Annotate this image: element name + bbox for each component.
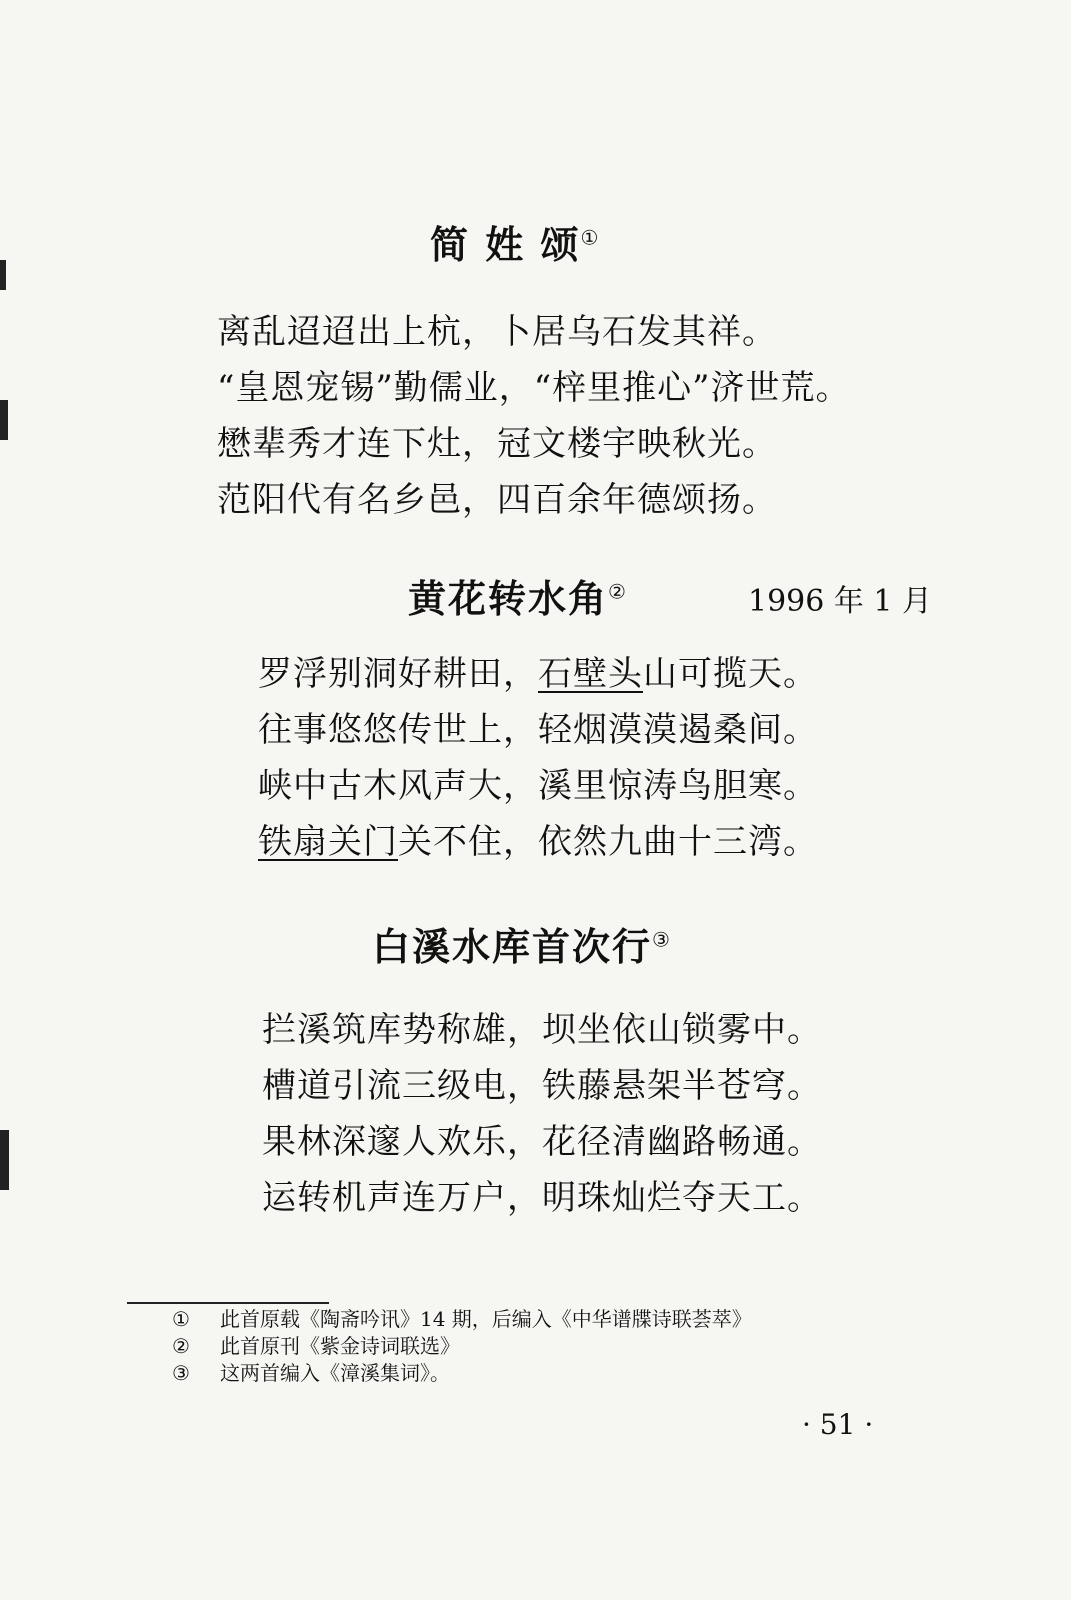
scan-edge-mark: [0, 260, 6, 290]
poem-title: [372, 916, 672, 971]
poem-line: [258, 702, 818, 758]
poem-line: [258, 646, 818, 702]
line-text: 峡中古木风声大，溪里惊涛鸟胆寒。: [258, 766, 818, 806]
scan-edge-mark: [0, 400, 8, 440]
underlined-place-name: 石壁头: [538, 654, 643, 694]
poem-line: [258, 758, 818, 814]
footnote-mark: ①: [172, 1307, 190, 1331]
scan-edge-mark: [0, 1130, 9, 1190]
footnote-text: 此首原载《陶斋吟讯》14 期，后编入《中华谱牒诗联荟萃》: [220, 1307, 752, 1331]
footnote: [172, 1306, 752, 1333]
line-text: 关不住，依然九曲十三湾。: [398, 822, 818, 862]
poem-body: [262, 1002, 822, 1226]
footnote-text: 此首原刊《紫金诗词联选》: [220, 1334, 460, 1358]
line-text: 往事悠悠传世上，轻烟漠漠遏桑间。: [258, 710, 818, 750]
line-text: 罗浮别洞好耕田，: [258, 654, 538, 694]
footnote-mark: ②: [172, 1334, 190, 1358]
poem-title-text: 白溪水库首次行: [372, 925, 653, 969]
line-text: 山可揽天。: [643, 654, 818, 694]
footnote-text: 这两首编入《漳溪集词》。: [220, 1361, 450, 1385]
poem-title-text: 简 姓 颂: [430, 223, 581, 267]
footnote: [172, 1360, 752, 1387]
footnote-ref: ③: [652, 927, 672, 952]
poem-line: 拦溪筑库势称雄，坝坐依山锁雾中。: [262, 1010, 822, 1050]
poem-title-text: 黄花转水角: [408, 577, 609, 621]
footnote-ref: ②: [608, 579, 628, 604]
footnotes: [172, 1306, 752, 1387]
poem-body: [258, 646, 818, 870]
poem-line: 果林深邃人欢乐，花径清幽路畅通。: [262, 1122, 822, 1162]
poem-line: 运转机声连万户，明珠灿烂夺天工。: [262, 1178, 822, 1218]
poem-body: [217, 304, 851, 528]
footnote-divider: [127, 1302, 329, 1304]
poem-title: [408, 568, 628, 623]
poem-line: 槽道引流三级电，铁藤悬架半苍穹。: [262, 1066, 822, 1106]
page-number: · 51 ·: [802, 1408, 874, 1441]
footnote-ref: ①: [580, 225, 601, 250]
footnote-mark: ③: [172, 1361, 190, 1385]
poem-line: “皇恩宠锡”勤儒业，“梓里推心”济世荒。: [217, 368, 851, 408]
underlined-place-name: 铁扇关门: [258, 822, 398, 862]
poem-line: 离乱迢迢出上杭，卜居乌石发其祥。: [217, 312, 777, 352]
poem-date: 1996 年 1 月: [748, 584, 933, 619]
footnote: [172, 1333, 752, 1360]
poem-line: [258, 814, 818, 870]
poem-line: 范阳代有名乡邑，四百余年德颂扬。: [217, 480, 777, 520]
poem-line: 懋辈秀才连下灶，冠文楼宇映秋光。: [217, 424, 777, 464]
poem-title: [430, 214, 600, 269]
